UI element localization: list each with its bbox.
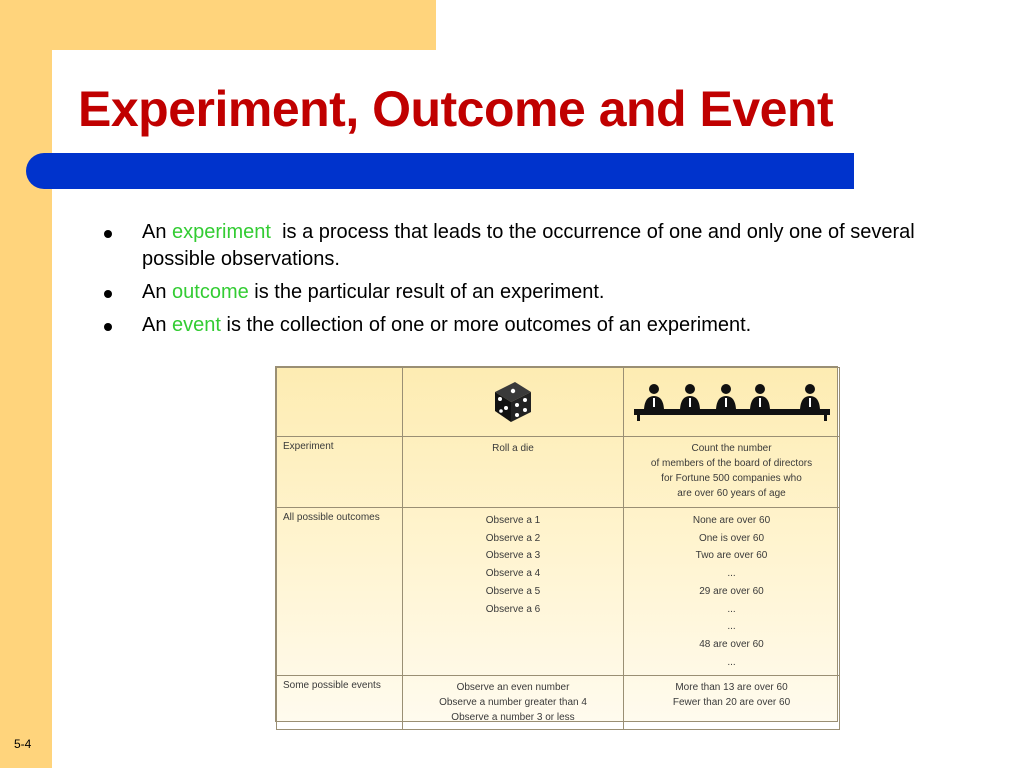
cell-line: ... [727, 568, 736, 580]
bullet-prefix: An [142, 314, 173, 336]
bullet-dot [104, 323, 112, 331]
cell-line: 48 are over 60 [699, 638, 764, 650]
cell-line: Observe a 5 [485, 585, 541, 597]
cell-line: Observe a 2 [485, 532, 541, 544]
cell-line: Observe a number greater than 4 [439, 697, 587, 709]
slide-frame-left [0, 0, 52, 768]
die-icon [491, 378, 535, 424]
cell-line: Roll a die [492, 443, 534, 454]
outcomes-table [275, 366, 838, 722]
slide-number: 5-4 [14, 737, 32, 751]
bullet-prefix: An [142, 221, 173, 243]
row-label-experiment: Experiment [277, 437, 403, 508]
table-cell-empty [277, 368, 403, 437]
cell-die-outcomes [403, 508, 624, 676]
cell-line: Observe a 4 [485, 568, 541, 580]
keyword-event: event [172, 314, 221, 336]
keyword-outcome: outcome [172, 281, 249, 303]
cell-die-experiment [403, 437, 624, 508]
cell-line: are over 60 years of age [677, 488, 786, 499]
row-label-outcomes: All possible outcomes [277, 508, 403, 676]
cell-line: Observe an even number [456, 682, 570, 694]
cell-board-outcomes [624, 508, 840, 676]
cell-line: ... [727, 621, 736, 633]
bullet-list [104, 219, 964, 345]
cell-board-experiment [624, 437, 840, 508]
cell-line: of members of the board of directors [650, 458, 813, 469]
bullet-text: is a process that leads to the occurrence of one and only one of several possible observations. [142, 221, 921, 270]
slide-frame-top [0, 0, 436, 50]
bullet-experiment [104, 219, 964, 273]
board-of-directors-icon [634, 381, 830, 421]
table-row-experiment [277, 437, 840, 508]
bullet-text: is the particular result of an experiment. [248, 281, 605, 303]
cell-line: Two are over 60 [695, 550, 768, 562]
cell-line: Fewer than 20 are over 60 [672, 697, 791, 709]
cell-line: More than 13 are over 60 [675, 682, 788, 694]
table-icon-row [277, 368, 840, 437]
bullet-prefix: An [142, 281, 173, 303]
bullet-text: is the collection of one or more outcomes of an experiment. [220, 314, 752, 336]
cell-line: None are over 60 [692, 515, 771, 526]
cell-board-events [624, 676, 840, 730]
cell-line: Observe a 1 [485, 515, 541, 526]
bullet-event [104, 312, 964, 339]
table-cell-die [403, 368, 624, 437]
cell-line: Observe a 3 [485, 550, 541, 562]
table-cell-board [624, 368, 840, 437]
keyword-experiment: experiment [172, 221, 271, 243]
cell-line: ... [727, 603, 736, 615]
cell-line: 29 are over 60 [699, 585, 764, 597]
table-row-outcomes [277, 508, 840, 676]
cell-die-events [403, 676, 624, 730]
cell-line: One is over 60 [698, 532, 765, 544]
cell-line: Observe a number 3 or less [451, 712, 575, 724]
title-underline-bar [26, 153, 854, 189]
cell-line: for Fortune 500 companies who [661, 473, 802, 484]
bullet-outcome [104, 279, 964, 306]
row-label-events: Some possible events [277, 676, 403, 730]
slide-title: Experiment, Outcome and Event [78, 81, 834, 137]
cell-line: Count the number [691, 443, 772, 454]
cell-line: Observe a 6 [485, 603, 541, 615]
bullet-dot [104, 230, 112, 238]
bullet-dot [104, 290, 112, 298]
cell-line: ... [727, 656, 736, 668]
table-row-events [277, 676, 840, 730]
